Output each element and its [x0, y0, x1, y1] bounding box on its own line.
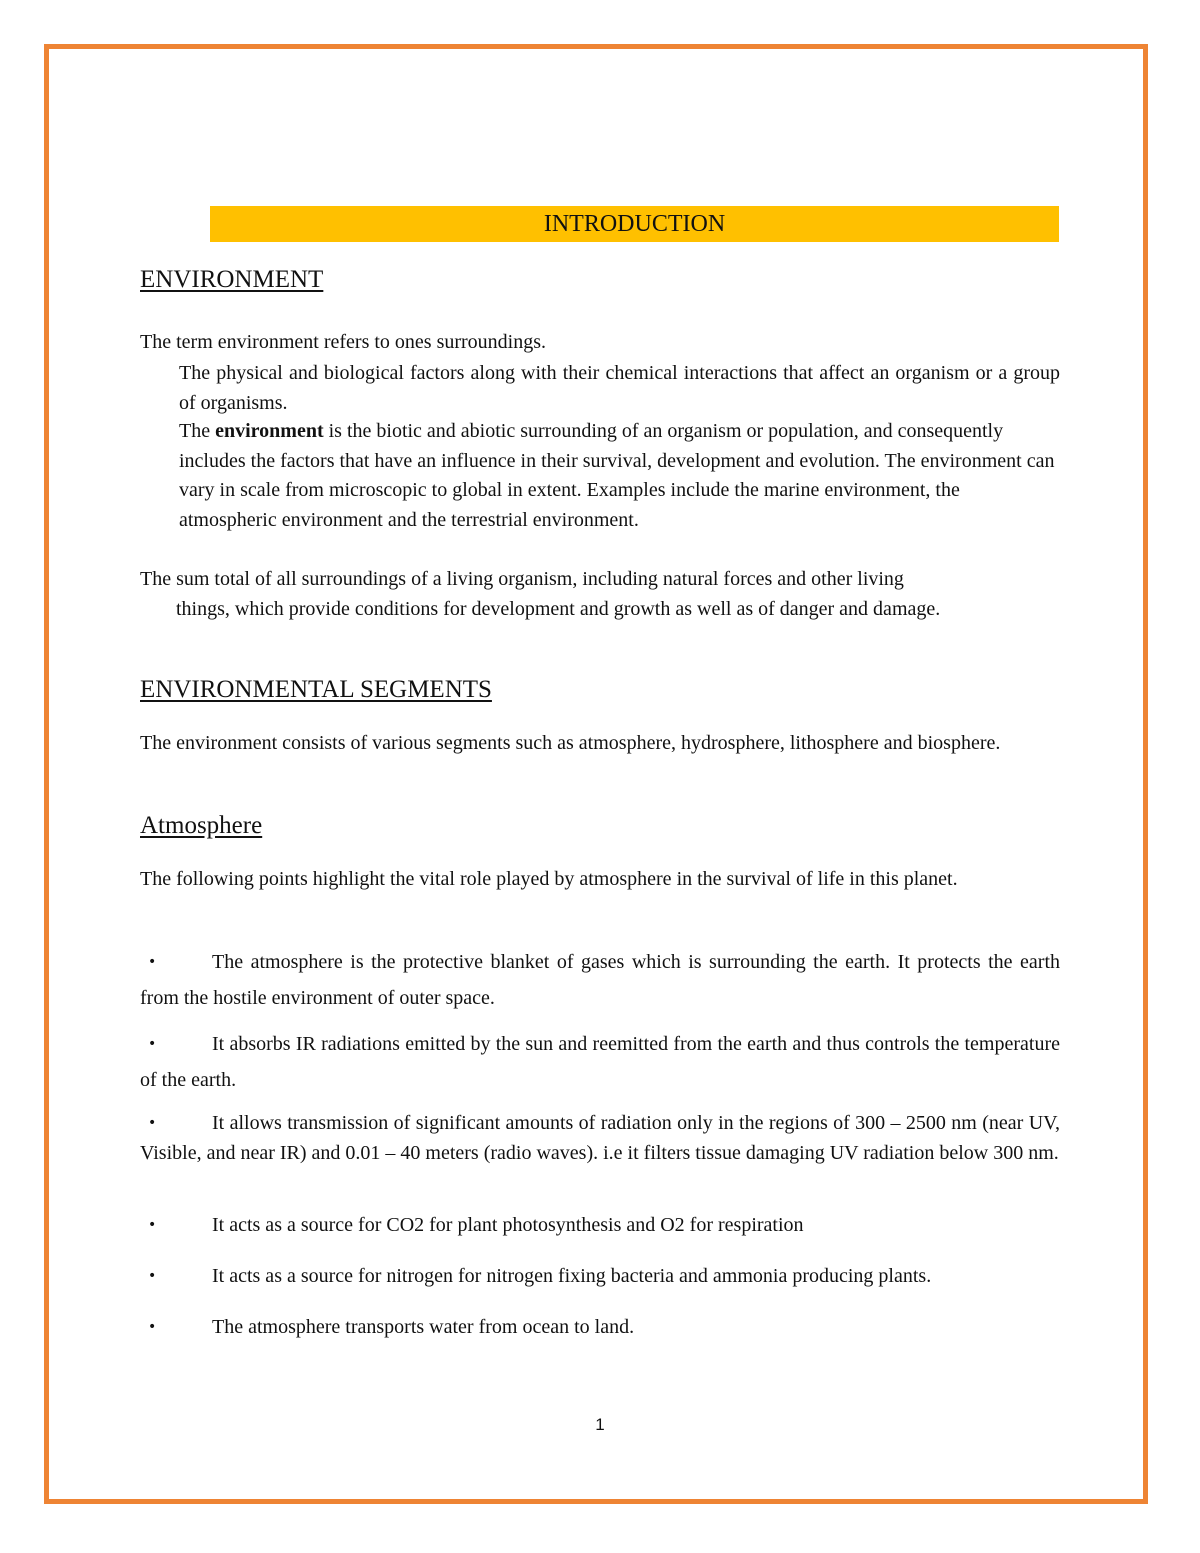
list-item [140, 1026, 1060, 1098]
definition-bold-term: environment [215, 420, 324, 442]
environment-definition-paragraph [179, 417, 1060, 535]
segments-heading: ENVIRONMENTAL SEGMENTS [140, 676, 492, 703]
segments-paragraph: The environment consists of various segments such as atmosphere, hydrosphere, lithosphere and biosphere. [140, 732, 1001, 754]
bullet-text: It absorbs IR radiations emitted by the sun and reemitted from the earth and thus controls the temperature of the earth. [140, 1033, 1060, 1091]
environment-sum-paragraph [140, 565, 1060, 624]
bullet-icon: • [148, 1319, 157, 1335]
bullet-text: The atmosphere is the protective blanket of gases which is surrounding the earth. It protects the earth from the hostile environment of outer space. [140, 951, 1060, 1009]
environment-physical-paragraph: The physical and biological factors along with their chemical interactions that affect an organism or a group of organisms. [179, 362, 1060, 414]
definition-prefix: The [179, 420, 216, 442]
sum-rest-line: things, which provide conditions for development and growth as well as of danger and damage. [176, 597, 941, 620]
atmosphere-intro-paragraph: The following points highlight the vital role played by atmosphere in the survival of life in this planet. [140, 868, 958, 890]
sum-first-line: The sum total of all surroundings of a living organism, including natural forces and other living [140, 568, 904, 590]
bullet-icon: • [148, 954, 157, 970]
list-item [140, 1108, 1060, 1168]
bullet-text: It acts as a source for nitrogen for nitrogen fixing bacteria and ammonia producing plants. [212, 1265, 932, 1287]
bullet-text: It acts as a source for CO2 for plant photosynthesis and O2 for respiration [212, 1214, 804, 1236]
bullet-icon: • [148, 1115, 157, 1131]
page-number: 1 [595, 1415, 605, 1434]
bullet-icon: • [148, 1217, 157, 1233]
environment-term-paragraph: The term environment refers to ones surroundings. [140, 331, 547, 353]
list-item [140, 1312, 1060, 1342]
atmosphere-heading: Atmosphere [140, 812, 263, 839]
bullet-icon: • [148, 1036, 157, 1052]
bullet-icon: • [148, 1268, 157, 1284]
list-item [140, 1261, 1060, 1291]
bullet-text: It allows transmission of significant amounts of radiation only in the regions of 300 – 2500 nm (near UV, Visible, and near IR) and 0.01 – 40 meters (radio waves). i.e it filters tissue damaging UV radiation below 300 nm. [140, 1112, 1060, 1164]
list-item [140, 944, 1060, 1016]
introduction-title: INTRODUCTION [210, 206, 1059, 242]
definition-rest: is the biotic and abiotic surrounding of an organism or population, and consequently includes the factors that have an influence in their survival, development and evolution. The environment can vary in scale from microscopic to global in extent. Examples include the marine environment, the atmospheric environment and the terrestrial environment. [179, 420, 1055, 531]
environment-heading: ENVIRONMENT [140, 266, 324, 293]
list-item [140, 1210, 1060, 1240]
bullet-text: The atmosphere transports water from ocean to land. [212, 1316, 635, 1338]
